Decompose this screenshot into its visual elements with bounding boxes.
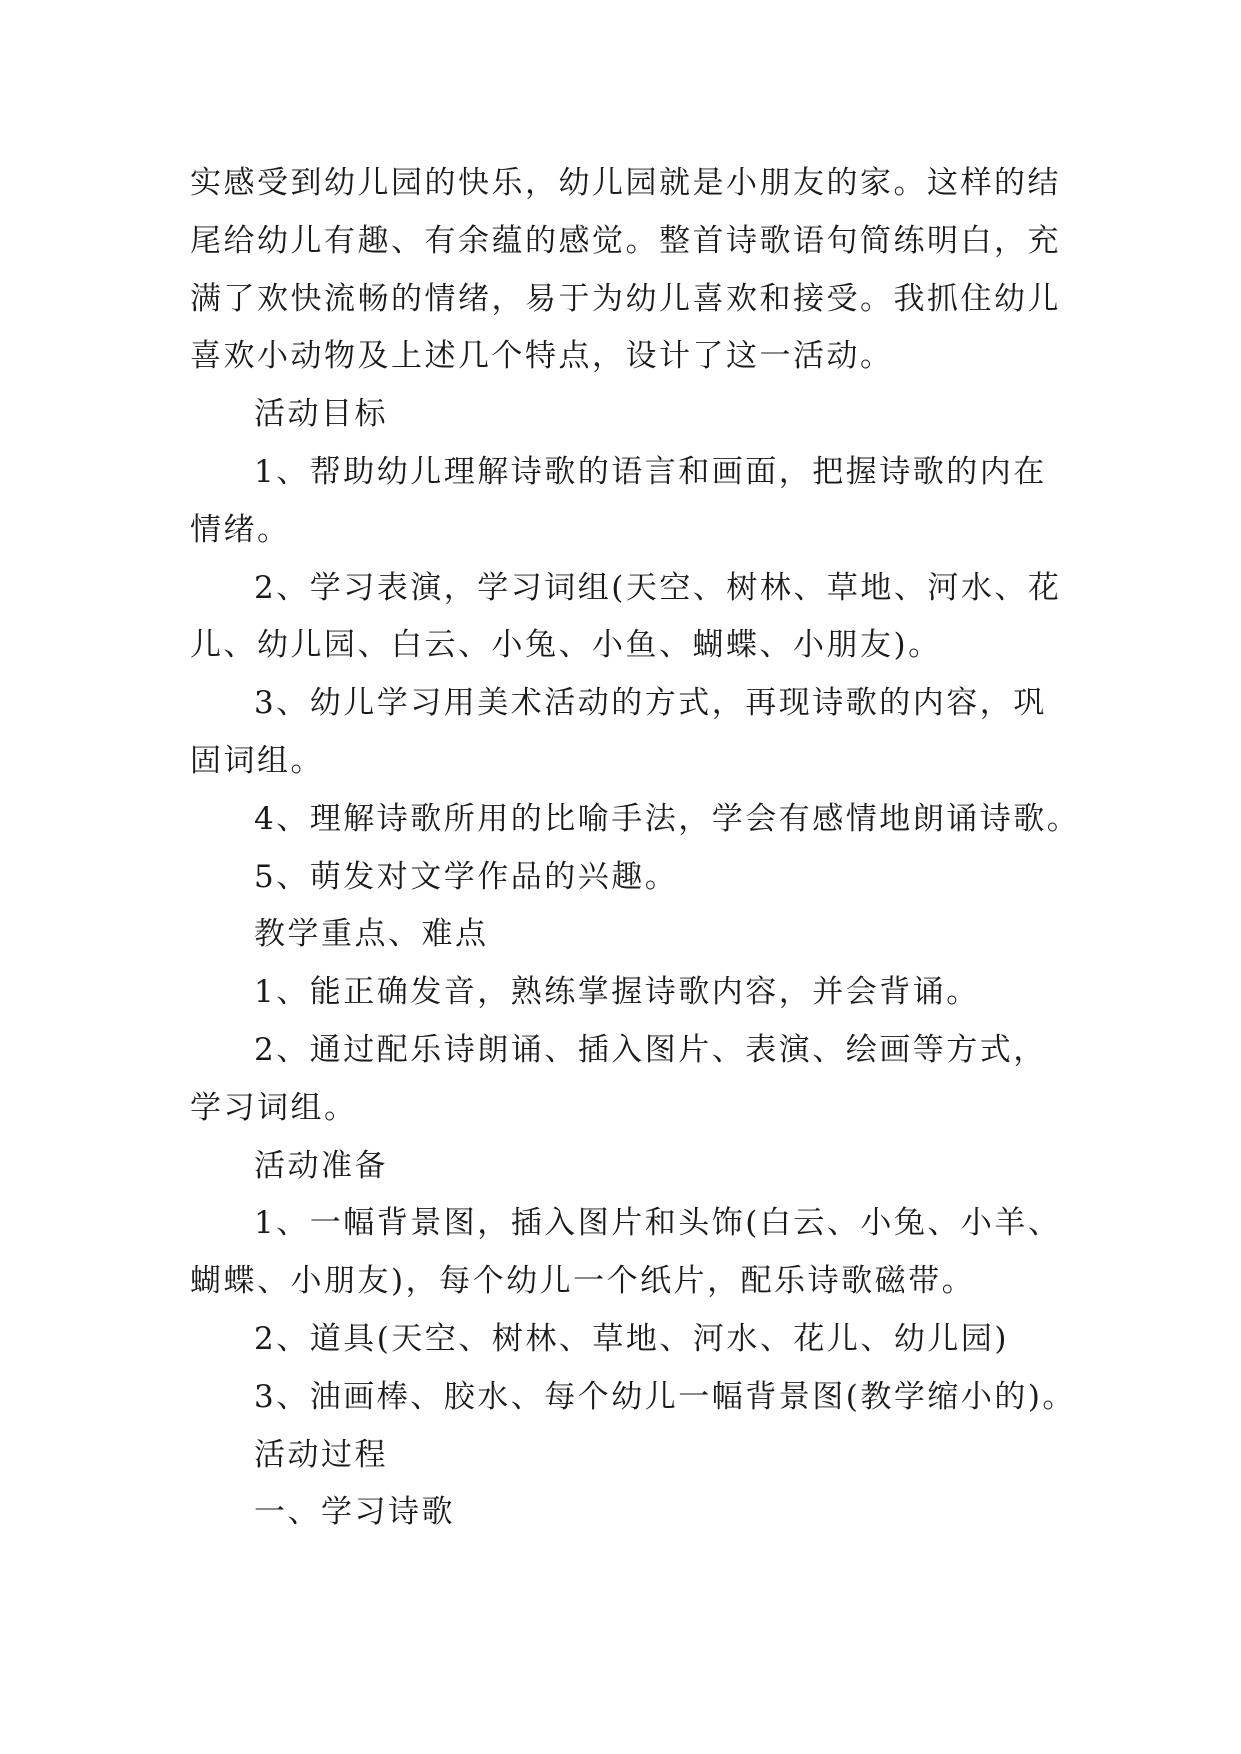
- list-item-continuation: 固词组。: [190, 742, 324, 779]
- list-item: 1、能正确发音，熟练掌握诗歌内容，并会背诵。: [254, 974, 980, 1011]
- list-item: 4、理解诗歌所用的比喻手法，学会有感情地朗诵诗歌。: [254, 800, 1081, 837]
- list-item: 2、道具(天空、树林、草地、河水、花儿、幼儿园): [254, 1320, 1009, 1357]
- sub-heading: 一、学习诗歌: [254, 1494, 455, 1531]
- list-item: 1、一幅背景图，插入图片和头饰(白云、小兔、小羊、: [254, 1205, 1062, 1242]
- list-item: 5、萌发对文学作品的兴趣。: [254, 858, 679, 895]
- paragraph-line: 尾给幼儿有趣、有余蕴的感觉。整首诗歌语句简练明白，充: [190, 222, 1061, 259]
- paragraph-line: 喜欢小动物及上述几个特点，设计了这一活动。: [190, 338, 894, 375]
- list-item-continuation: 情绪。: [190, 511, 291, 548]
- section-heading: 活动目标: [254, 396, 388, 433]
- paragraph-line: 实感受到幼儿园的快乐，幼儿园就是小朋友的家。这样的结: [190, 165, 1061, 201]
- section-heading: 活动过程: [254, 1436, 388, 1473]
- list-item: 2、通过配乐诗朗诵、插入图片、表演、绘画等方式，: [254, 1031, 1047, 1068]
- section-heading: 教学重点、难点: [254, 916, 489, 953]
- list-item-continuation: 蝴蝶、小朋友)，每个幼儿一个纸片，配乐诗歌磁带。: [190, 1263, 976, 1300]
- list-item-continuation: 儿、幼儿园、白云、小兔、小鱼、蝴蝶、小朋友)。: [190, 627, 942, 664]
- list-item-continuation: 学习词组。: [190, 1089, 358, 1126]
- list-item: 1、帮助幼儿理解诗歌的语言和画面，把握诗歌的内在: [254, 453, 1047, 490]
- list-item: 3、油画棒、胶水、每个幼儿一幅背景图(教学缩小的)。: [254, 1378, 1076, 1415]
- paragraph-line: 满了欢快流畅的情绪，易于为幼儿喜欢和接受。我抓住幼儿: [190, 280, 1061, 317]
- list-item: 2、学习表演，学习词组(天空、树林、草地、河水、花: [254, 569, 1062, 606]
- section-heading: 活动准备: [254, 1147, 388, 1184]
- document-body: [190, 155, 1081, 1542]
- list-item: 3、幼儿学习用美术活动的方式，再现诗歌的内容，巩: [254, 685, 1047, 722]
